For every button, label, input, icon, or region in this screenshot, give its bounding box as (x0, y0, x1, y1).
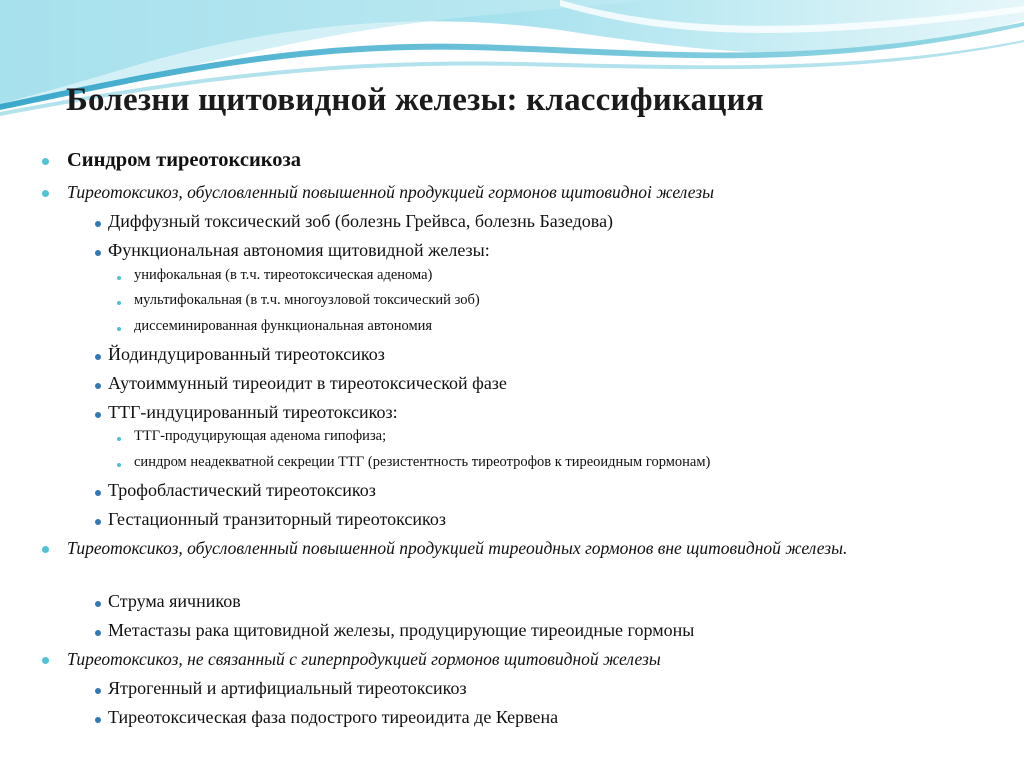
list-item-text: Тиреотоксикоз, не связанный с гиперпродукцией гормонов щитовидной железы (67, 649, 661, 669)
list-item-text: Ятрогенный и артифициальный тиреотоксикоз (108, 678, 467, 698)
bullet-icon (95, 221, 101, 227)
bullet-icon (95, 519, 101, 525)
bullet-icon (117, 276, 121, 280)
bullet-icon (117, 327, 121, 331)
list-item-text: мультифокальная (в т.ч. многоузловой токсический зоб) (134, 292, 480, 308)
bullet-icon (95, 601, 101, 607)
bullet-icon (117, 463, 121, 467)
list-item-text: Йодиндуцированный тиреотоксикоз (108, 344, 385, 364)
bullet-icon (42, 657, 49, 664)
list-item-text: Гестационный транзиторный тиреотоксикоз (108, 509, 446, 529)
bullet-icon (95, 717, 101, 723)
list-item-text: Струма яичников (108, 591, 241, 611)
bullet-icon (117, 437, 121, 441)
list-item-text: Тиреотоксическая фаза подострого тиреоидита де Кервена (108, 707, 559, 727)
list-item-text: Метастазы рака щитовидной железы, продуцирующие тиреоидные гормоны (108, 620, 695, 640)
list-item-text: ТТГ-продуцирующая аденома гипофиза; (134, 428, 387, 444)
bullet-icon (95, 250, 101, 256)
list-item-text: унифокальная (в т.ч. тиреотоксическая аденома) (134, 267, 433, 283)
bullet-icon (95, 412, 101, 418)
slide-title: Болезни щитовидной железы: классификация (66, 82, 764, 118)
bullet-icon (95, 490, 101, 496)
bullet-icon (95, 630, 101, 636)
list-item-text: Трофобластический тиреотоксикоз (108, 480, 376, 500)
bullet-icon (117, 301, 121, 305)
list-item-text: Диффузный токсический зоб (болезнь Грейвса, болезнь Базедова) (108, 211, 614, 231)
list-item-text: Функциональная автономия щитовидной железы: (108, 240, 490, 260)
bullet-icon (95, 383, 101, 389)
list-item-text: диссеминированная функциональная автономия (134, 318, 433, 334)
bullet-icon (42, 190, 49, 197)
list-item-text: Тиреотоксикоз, обусловленный повышенной продукцией тиреоидных гормонов вне щитовидной железы. (67, 538, 848, 558)
bullet-icon (42, 546, 49, 553)
bullet-icon (95, 354, 101, 360)
bullet-icon (95, 688, 101, 694)
list-item-text: Синдром тиреотоксикоза (67, 149, 302, 171)
list-item-text: Тиреотоксикоз, обусловленный повышенной продукцией гормонов щитовидноi железы (67, 182, 714, 202)
list-item-text: ТТГ-индуцированный тиреотоксикоз: (108, 402, 398, 422)
list-item-text: Аутоиммунный тиреоидит в тиреотоксической фазе (108, 373, 507, 393)
bullet-icon (42, 158, 49, 165)
list-item-text: синдром неадекватной секреции ТТГ (резистентность тиреотрофов к тиреоидным гормонам) (134, 454, 711, 470)
